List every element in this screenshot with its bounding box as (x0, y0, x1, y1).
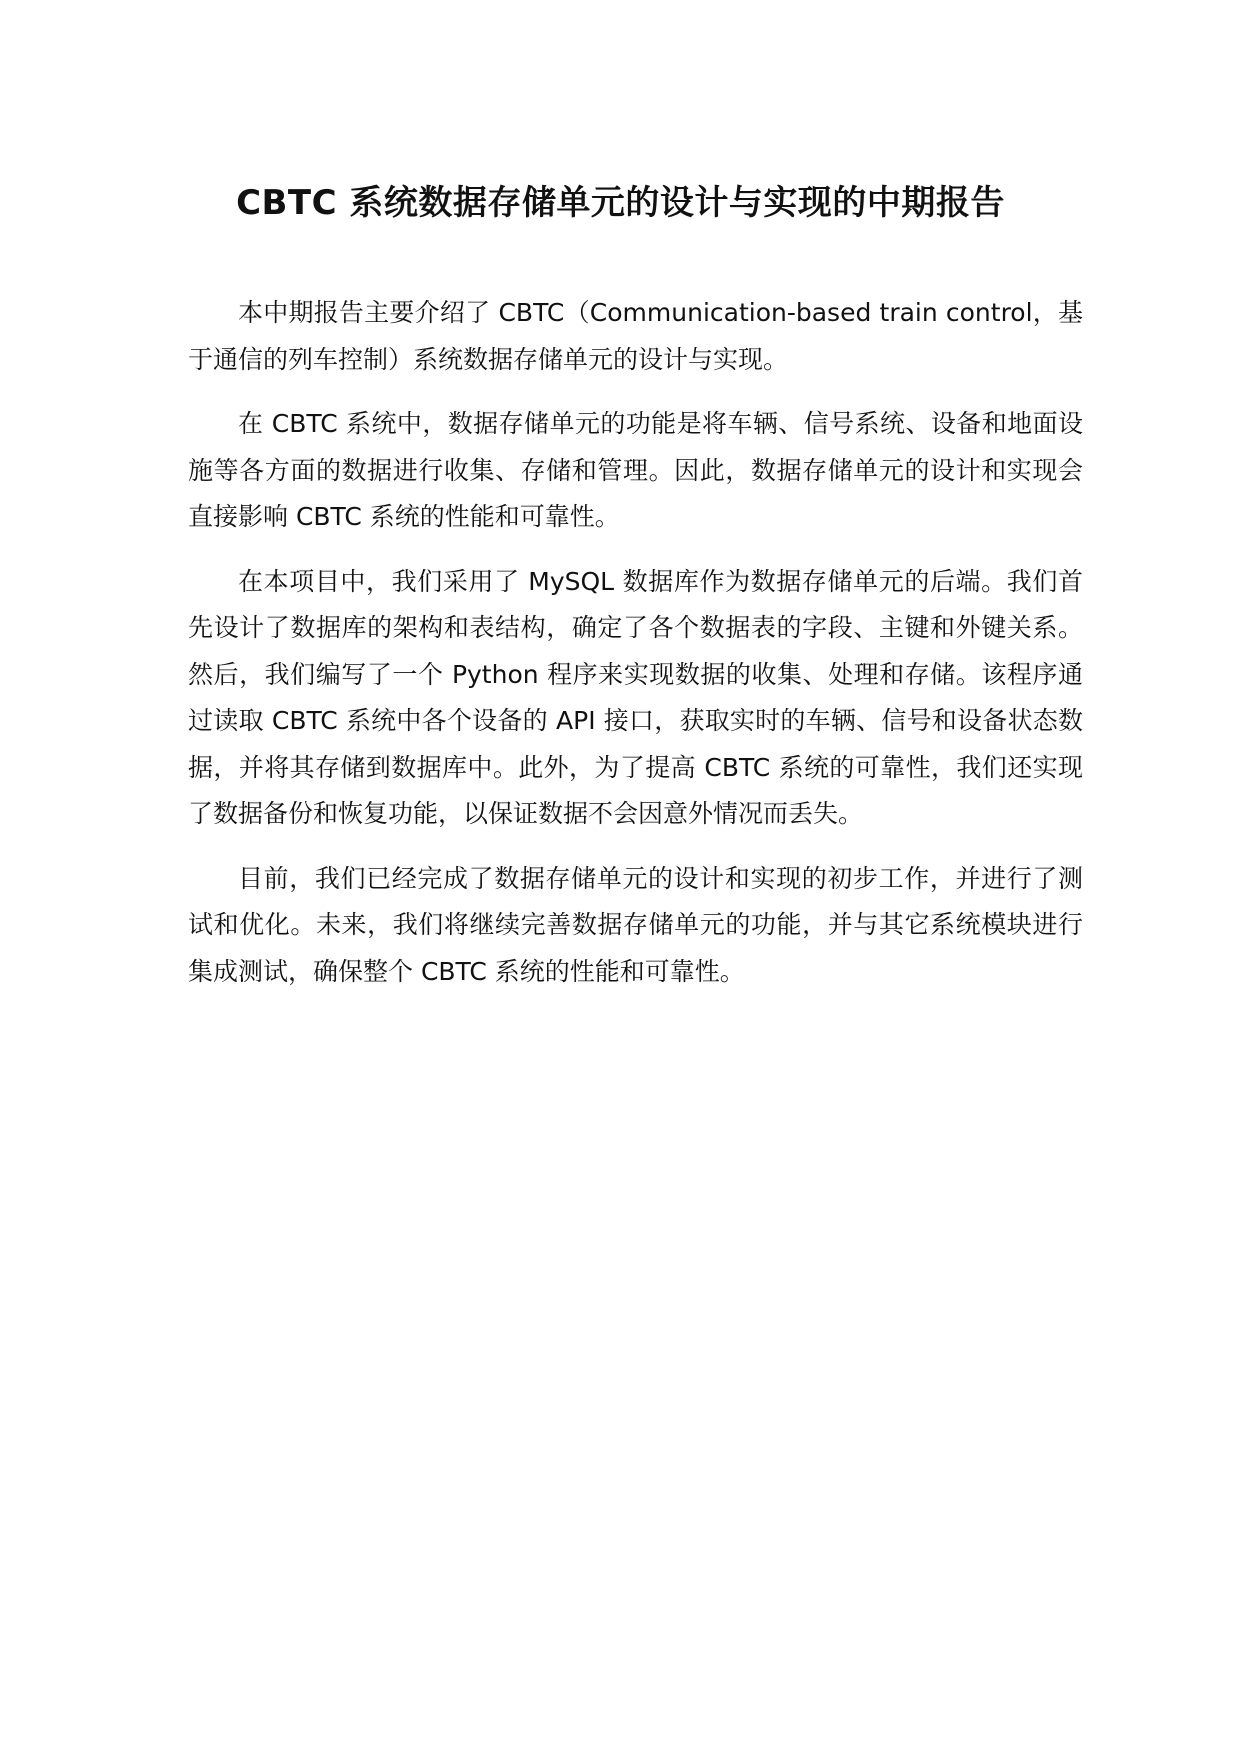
document-title: CBTC 系统数据存储单元的设计与实现的中期报告 (236, 183, 1005, 223)
paragraph-implementation: 在本项目中，我们采用了 MySQL 数据库作为数据存储单元的后端。我们首先设计了数据库的架构和表结构，确定了各个数据表的字段、主键和外键关系。然后，我们编写了一个 Python 程序来实现数据的收集、处理和存储。该程序通过读取 CBTC 系统中各个设备的 API 接口，获取实时的车辆、信号和设备状态数据，并将其存储到数据库中。此外，为了提高 CBTC 系统的可靠性，我们还实现了数据备份和恢复功能，以保证数据不会因意外情况而丢失。 (188, 566, 1083, 828)
document-body (188, 290, 1083, 1013)
paragraph-progress: 目前，我们已经完成了数据存储单元的设计和实现的初步工作，并进行了测试和优化。未来，我们将继续完善数据存储单元的功能，并与其它系统模块进行集成测试，确保整个 CBTC 系统的性能和可靠性。 (188, 863, 1083, 986)
paragraph-function: 在 CBTC 系统中，数据存储单元的功能是将车辆、信号系统、设备和地面设施等各方面的数据进行收集、存储和管理。因此，数据存储单元的设计和实现会直接影响 CBTC 系统的性能和可靠性。 (188, 409, 1083, 531)
paragraph-intro: 本中期报告主要介绍了 CBTC（Communication-based train control，基于通信的列车控制）系统数据存储单元的设计与实现。 (188, 298, 1083, 374)
